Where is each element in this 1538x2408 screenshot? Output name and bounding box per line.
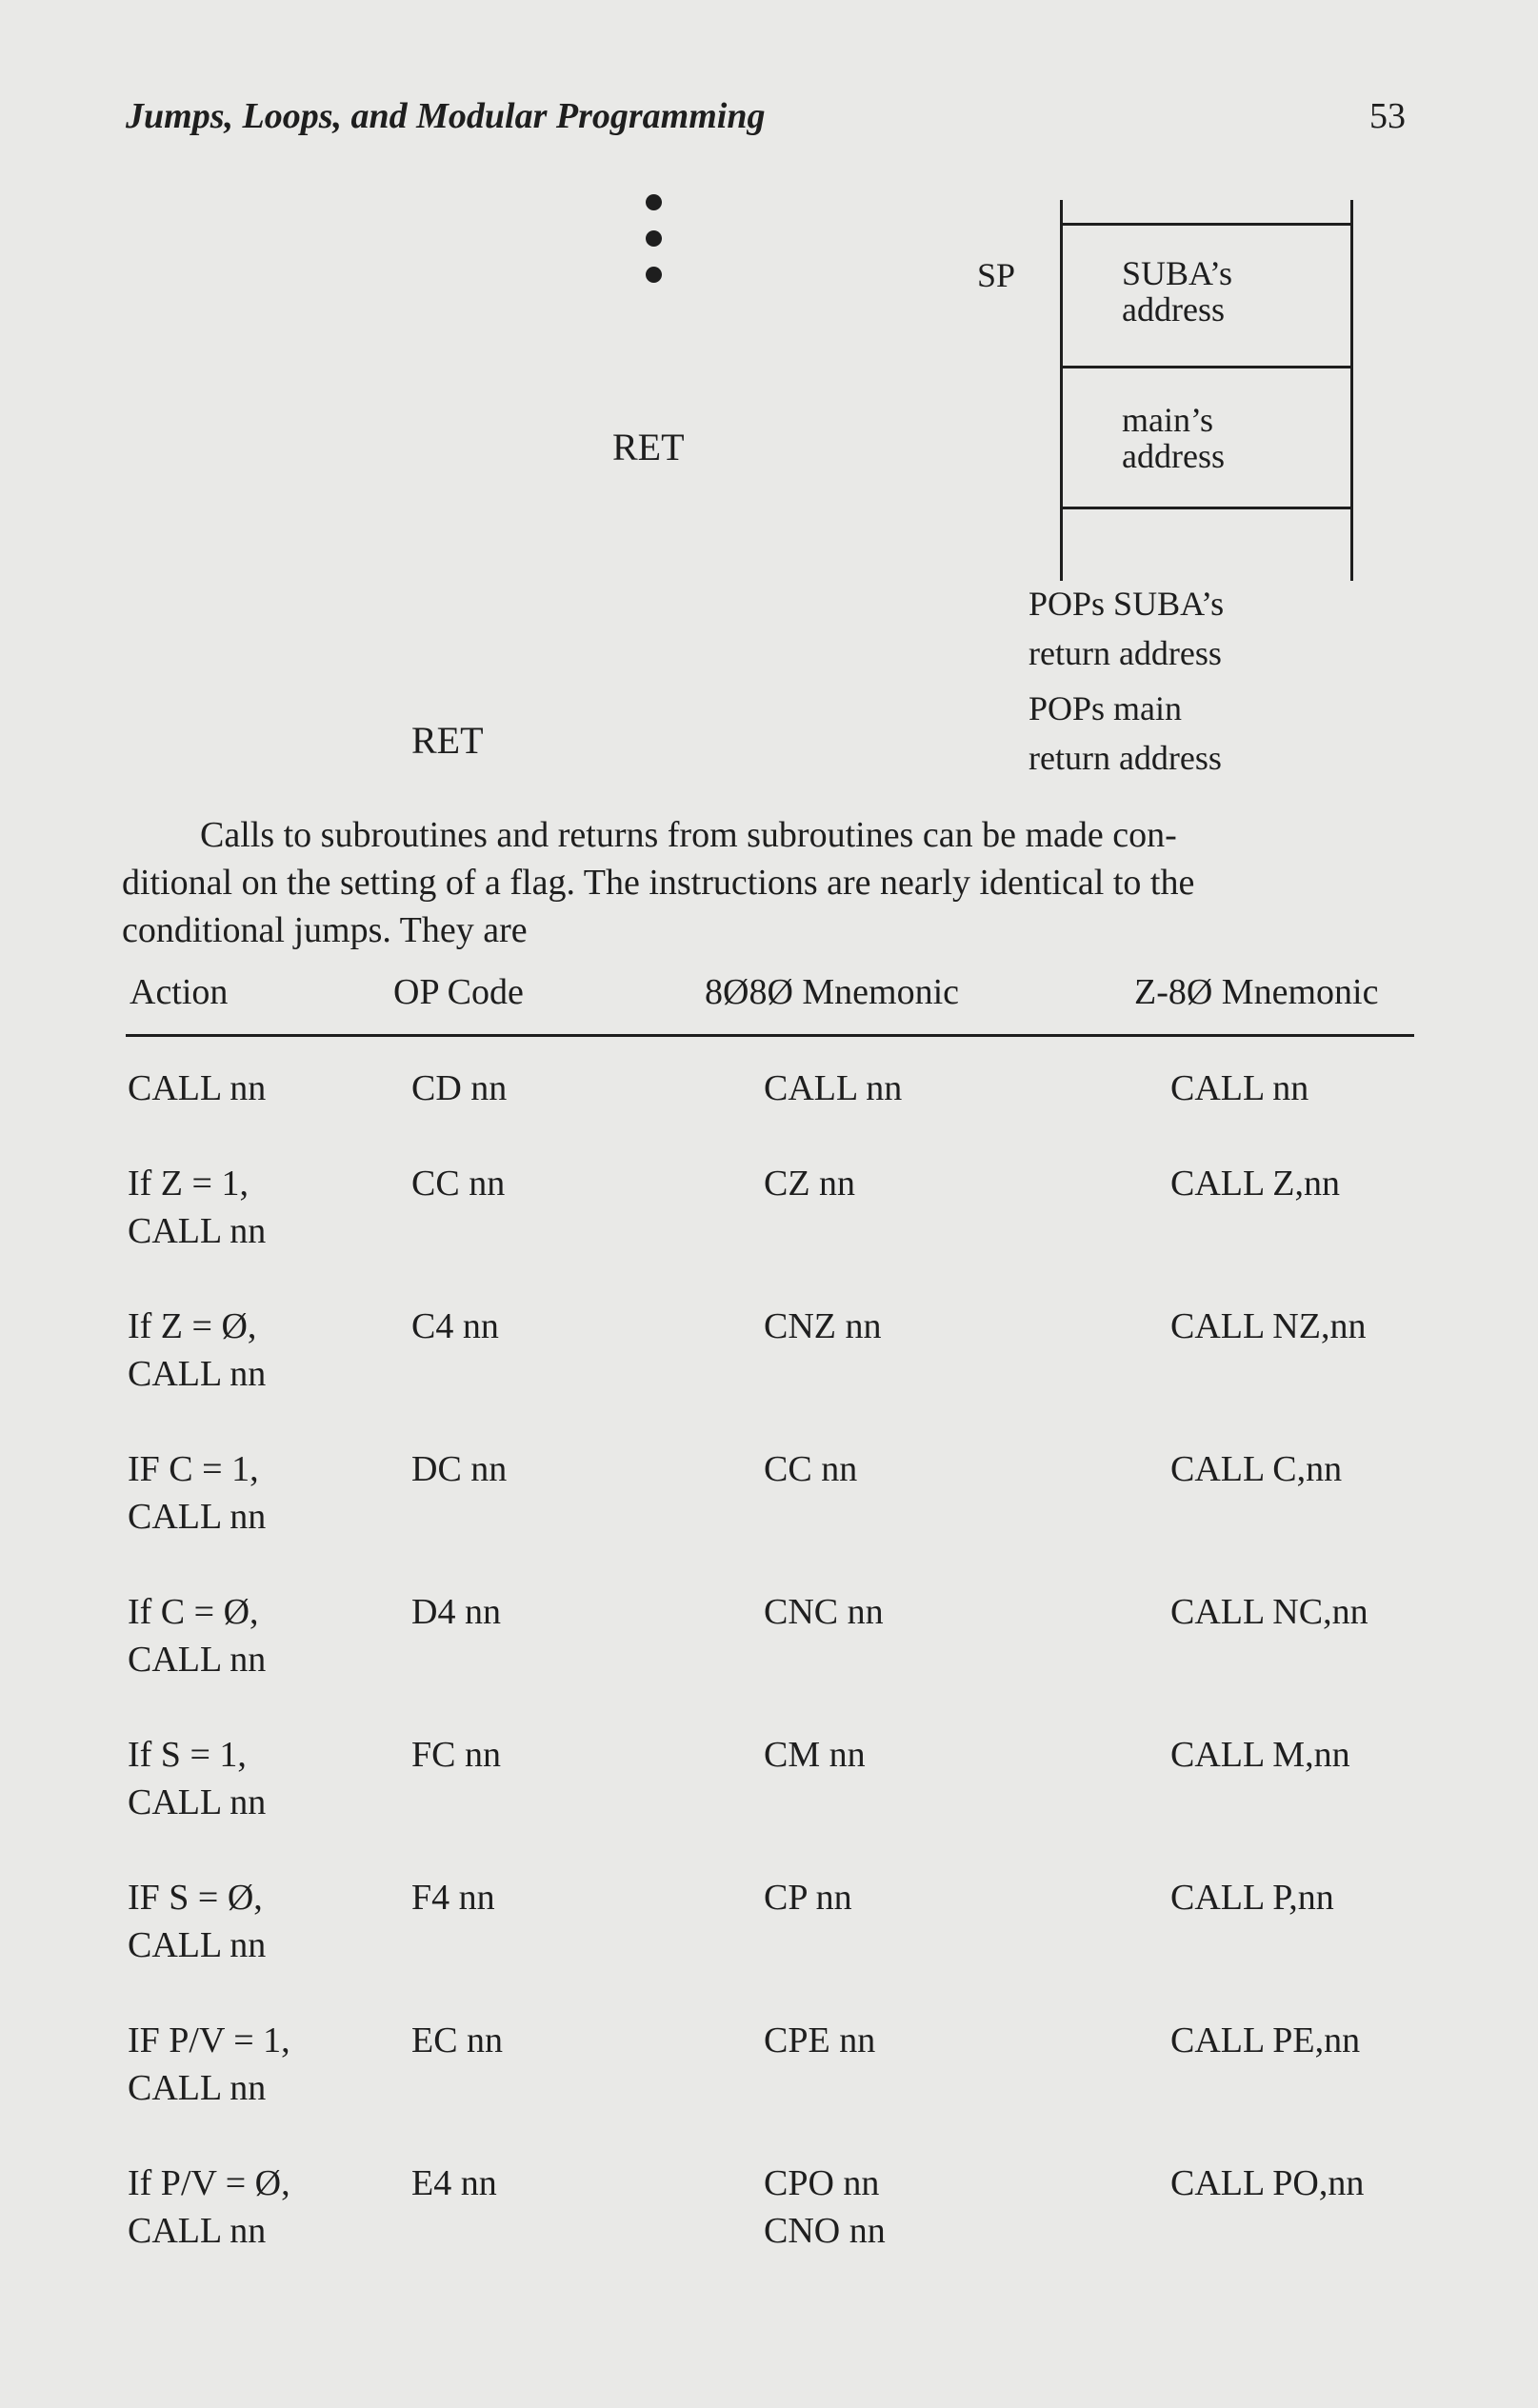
pop-note-main: POPs main return address — [1029, 689, 1222, 777]
cell-8080-mnemonic: CM nn — [764, 1735, 866, 1775]
paragraph-line: conditional jumps. They are — [122, 910, 528, 950]
table-row — [0, 1874, 1538, 2007]
cell-action: If P/V = Ø, CALL nn — [128, 2163, 290, 2251]
paragraph-line: ditional on the setting of a flag. The instructions are nearly identical to the — [122, 863, 1195, 903]
stack-divider — [1063, 507, 1350, 509]
ellipsis-dot — [646, 230, 662, 247]
cell-action: If S = 1, CALL nn — [128, 1735, 267, 1822]
cell-action: If Z = 1, CALL nn — [128, 1164, 267, 1251]
cell-z80-mnemonic: CALL PO,nn — [1170, 2163, 1365, 2203]
cell-z80-mnemonic: CALL M,nn — [1170, 1735, 1350, 1775]
page-number: 53 — [1369, 96, 1406, 136]
column-header-8080: 8Ø8Ø Mnemonic — [705, 972, 960, 1012]
stack-divider — [1063, 366, 1350, 368]
cell-opcode: EC nn — [411, 2020, 504, 2060]
table-row — [0, 1731, 1538, 1864]
body-paragraph — [122, 811, 1398, 954]
cell-z80-mnemonic: CALL C,nn — [1170, 1449, 1343, 1489]
cell-z80-mnemonic: CALL Z,nn — [1170, 1164, 1341, 1204]
cell-action: IF C = 1, CALL nn — [128, 1449, 267, 1537]
cell-8080-mnemonic: CC nn — [764, 1449, 858, 1489]
cell-z80-mnemonic: CALL NC,nn — [1170, 1592, 1368, 1632]
stack-cell-main-address: main’s address — [1122, 401, 1225, 475]
cell-opcode: F4 nn — [411, 1878, 495, 1918]
cell-8080-mnemonic: CNC nn — [764, 1592, 884, 1632]
column-header-action: Action — [130, 972, 229, 1012]
stack-pointer-label: SP — [977, 256, 1016, 294]
cell-action: If Z = Ø, CALL nn — [128, 1306, 267, 1394]
stack-diagram — [1060, 200, 1353, 581]
ellipsis-dot — [646, 267, 662, 283]
cell-8080-mnemonic: CALL nn — [764, 1068, 903, 1108]
table-row — [0, 2017, 1538, 2150]
cell-z80-mnemonic: CALL NZ,nn — [1170, 1306, 1367, 1346]
cell-opcode: C4 nn — [411, 1306, 499, 1346]
cell-opcode: CD nn — [411, 1068, 508, 1108]
stack-cell-suba-address: SUBA’s address — [1122, 254, 1233, 328]
cell-8080-mnemonic: CP nn — [764, 1878, 852, 1918]
paragraph-line: Calls to subroutines and returns from subroutines can be made con- — [200, 815, 1177, 855]
cell-action: IF P/V = 1, CALL nn — [128, 2020, 290, 2108]
stack-divider — [1063, 223, 1350, 226]
cell-opcode: D4 nn — [411, 1592, 501, 1632]
column-header-opcode: OP Code — [393, 972, 524, 1012]
table-row — [0, 1445, 1538, 1579]
running-header-title: Jumps, Loops, and Modular Programming — [126, 96, 766, 136]
table-row — [0, 1160, 1538, 1293]
cell-action: CALL nn — [128, 1068, 267, 1108]
cell-opcode: FC nn — [411, 1735, 501, 1775]
cell-opcode: DC nn — [411, 1449, 508, 1489]
cell-z80-mnemonic: CALL PE,nn — [1170, 2020, 1361, 2060]
cell-action: If C = Ø, CALL nn — [128, 1592, 267, 1680]
cell-8080-mnemonic: CPE nn — [764, 2020, 876, 2060]
table-row — [0, 2159, 1538, 2293]
ret-instruction-main: RET — [411, 719, 484, 762]
cell-8080-mnemonic: CPO nn CNO nn — [764, 2163, 886, 2251]
cell-z80-mnemonic: CALL P,nn — [1170, 1878, 1334, 1918]
cell-8080-mnemonic: CZ nn — [764, 1164, 856, 1204]
cell-opcode: E4 nn — [411, 2163, 497, 2203]
table-row — [0, 1303, 1538, 1436]
ret-instruction-suba: RET — [612, 426, 685, 468]
ellipsis-dot — [646, 194, 662, 210]
table-row — [0, 1588, 1538, 1721]
cell-action: IF S = Ø, CALL nn — [128, 1878, 267, 1965]
cell-opcode: CC nn — [411, 1164, 506, 1204]
pop-note-suba: POPs SUBA’s return address — [1029, 585, 1225, 672]
cell-z80-mnemonic: CALL nn — [1170, 1068, 1309, 1108]
cell-8080-mnemonic: CNZ nn — [764, 1306, 882, 1346]
column-header-z80: Z-8Ø Mnemonic — [1134, 972, 1379, 1012]
table-header-rule — [126, 1034, 1414, 1037]
